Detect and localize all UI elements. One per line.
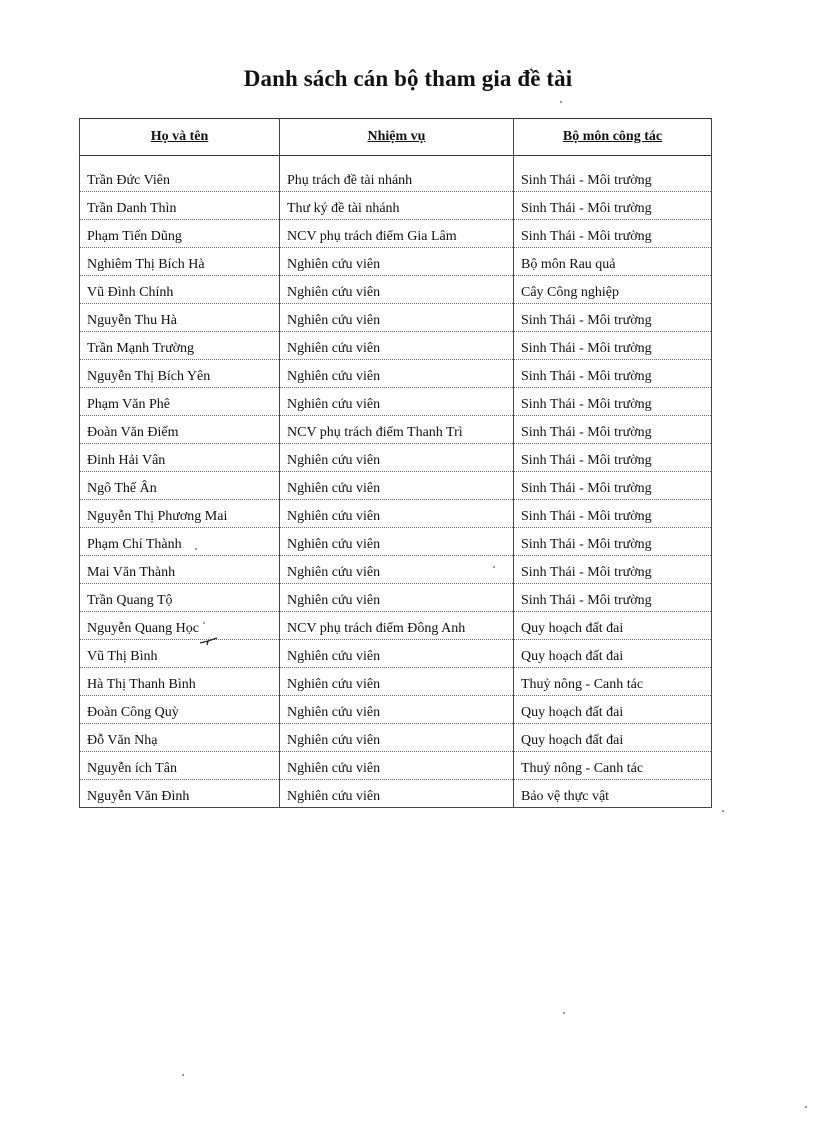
cell-name: Trần Mạnh Trường xyxy=(80,332,280,360)
cell-name: Vũ Đình Chính xyxy=(80,276,280,304)
cell-department: Thuỷ nông - Canh tác xyxy=(514,668,712,696)
cell-task: Nghiên cứu viên xyxy=(280,304,514,332)
cell-name: Nguyễn Văn Đình xyxy=(80,780,280,808)
cell-name: Đỗ Văn Nhạ xyxy=(80,724,280,752)
cell-department: Sinh Thái - Môi trường xyxy=(514,500,712,528)
cell-task: Nghiên cứu viên xyxy=(280,780,514,808)
cell-task: Nghiên cứu viên xyxy=(280,584,514,612)
table-row xyxy=(80,584,712,612)
cell-name: Nguyễn Quang Học xyxy=(80,612,280,640)
cell-department: Bộ môn Rau quả xyxy=(514,248,712,276)
cell-department: Cây Công nghiệp xyxy=(514,276,712,304)
table-row xyxy=(80,332,712,360)
scan-speck xyxy=(560,101,562,103)
cell-department: Sinh Thái - Môi trường xyxy=(514,416,712,444)
table-row xyxy=(80,388,712,416)
cell-department: Sinh Thái - Môi trường xyxy=(514,528,712,556)
cell-name: Nghiêm Thị Bích Hà xyxy=(80,248,280,276)
scan-speck xyxy=(805,1106,807,1108)
cell-task: Nghiên cứu viên xyxy=(280,500,514,528)
cell-name: Hà Thị Thanh Bình xyxy=(80,668,280,696)
scan-speck xyxy=(195,548,197,550)
cell-name: Đoàn Công Quỳ xyxy=(80,696,280,724)
table-row xyxy=(80,640,712,668)
cell-department: Sinh Thái - Môi trường xyxy=(514,220,712,248)
cell-department: Quy hoạch đất đai xyxy=(514,724,712,752)
table-row xyxy=(80,696,712,724)
cell-department: Sinh Thái - Môi trường xyxy=(514,156,712,192)
scan-speck xyxy=(563,1012,565,1014)
table-row xyxy=(80,248,712,276)
cell-department: Thuỷ nông - Canh tác xyxy=(514,752,712,780)
cell-task: Nghiên cứu viên xyxy=(280,332,514,360)
cell-name: Trần Danh Thìn xyxy=(80,192,280,220)
cell-task: Nghiên cứu viên xyxy=(280,472,514,500)
cell-task: Nghiên cứu viên xyxy=(280,360,514,388)
table-row xyxy=(80,612,712,640)
pen-mark xyxy=(199,636,219,646)
cell-name: Phạm Văn Phê xyxy=(80,388,280,416)
cell-task: Nghiên cứu viên xyxy=(280,276,514,304)
cell-department: Quy hoạch đất đai xyxy=(514,612,712,640)
cell-task: Nghiên cứu viên xyxy=(280,556,514,584)
cell-department: Bảo vệ thực vật xyxy=(514,780,712,808)
cell-name: Đoàn Văn Điếm xyxy=(80,416,280,444)
cell-department: Sinh Thái - Môi trường xyxy=(514,444,712,472)
column-header-task-label: Nhiệm vụ xyxy=(367,129,426,144)
header-row xyxy=(80,119,712,156)
table-row xyxy=(80,220,712,248)
cell-department: Sinh Thái - Môi trường xyxy=(514,304,712,332)
cell-department: Sinh Thái - Môi trường xyxy=(514,332,712,360)
table-row xyxy=(80,276,712,304)
table-row xyxy=(80,724,712,752)
cell-task: Nghiên cứu viên xyxy=(280,668,514,696)
cell-department: Sinh Thái - Môi trường xyxy=(514,192,712,220)
cell-department: Sinh Thái - Môi trường xyxy=(514,388,712,416)
table-row xyxy=(80,416,712,444)
table-row xyxy=(80,500,712,528)
table-row xyxy=(80,556,712,584)
table-row xyxy=(80,304,712,332)
page-title: Danh sách cán bộ tham gia đề tài xyxy=(243,66,573,91)
cell-name: Trần Quang Tộ xyxy=(80,584,280,612)
cell-task: Phụ trách đề tài nhánh xyxy=(280,156,514,192)
cell-name: Phạm Chí Thành xyxy=(80,528,280,556)
cell-task: Nghiên cứu viên xyxy=(280,724,514,752)
table-row xyxy=(80,780,712,808)
cell-task: Nghiên cứu viên xyxy=(280,528,514,556)
table-row xyxy=(80,360,712,388)
cell-task: NCV phụ trách điểm Đông Anh xyxy=(280,612,514,640)
table-row xyxy=(80,668,712,696)
table-body xyxy=(80,156,712,808)
cell-task: Nghiên cứu viên xyxy=(280,388,514,416)
cell-department: Sinh Thái - Môi trường xyxy=(514,472,712,500)
cell-task: Nghiên cứu viên xyxy=(280,752,514,780)
cell-name: Ngô Thế Ân xyxy=(80,472,280,500)
column-header-department-label: Bộ môn công tác xyxy=(562,129,663,144)
column-header-name xyxy=(80,119,280,156)
scan-speck xyxy=(493,566,495,568)
table-row xyxy=(80,472,712,500)
staff-table xyxy=(79,118,712,808)
scan-speck xyxy=(182,1074,184,1076)
cell-name: Mai Văn Thành xyxy=(80,556,280,584)
column-header-task xyxy=(280,119,514,156)
table-row xyxy=(80,156,712,192)
column-header-name-label: Họ và tên xyxy=(150,129,209,144)
cell-task: Thư ký đề tài nhánh xyxy=(280,192,514,220)
table-row xyxy=(80,192,712,220)
cell-name: Nguyễn ích Tân xyxy=(80,752,280,780)
table-row xyxy=(80,752,712,780)
cell-name: Nguyễn Thị Bích Yên xyxy=(80,360,280,388)
cell-task: Nghiên cứu viên xyxy=(280,248,514,276)
cell-name: Vũ Thị Bình xyxy=(80,640,280,668)
cell-department: Sinh Thái - Môi trường xyxy=(514,360,712,388)
cell-name: Nguyễn Thu Hà xyxy=(80,304,280,332)
table-row xyxy=(80,444,712,472)
cell-task: NCV phụ trách điểm Thanh Trì xyxy=(280,416,514,444)
scan-speck xyxy=(203,622,205,624)
cell-task: Nghiên cứu viên xyxy=(280,640,514,668)
cell-department: Sinh Thái - Môi trường xyxy=(514,584,712,612)
table-row xyxy=(80,528,712,556)
cell-name: Nguyễn Thị Phương Mai xyxy=(80,500,280,528)
cell-name: Phạm Tiến Dũng xyxy=(80,220,280,248)
cell-name: Trần Đức Viên xyxy=(80,156,280,192)
column-header-department xyxy=(514,119,712,156)
cell-department: Sinh Thái - Môi trường xyxy=(514,556,712,584)
cell-department: Quy hoạch đất đai xyxy=(514,640,712,668)
cell-task: NCV phụ trách điểm Gia Lâm xyxy=(280,220,514,248)
cell-task: Nghiên cứu viên xyxy=(280,696,514,724)
cell-department: Quy hoạch đất đai xyxy=(514,696,712,724)
table-header xyxy=(80,119,712,156)
cell-name: Đinh Hải Vân xyxy=(80,444,280,472)
cell-task: Nghiên cứu viên xyxy=(280,444,514,472)
scan-speck xyxy=(722,810,724,812)
